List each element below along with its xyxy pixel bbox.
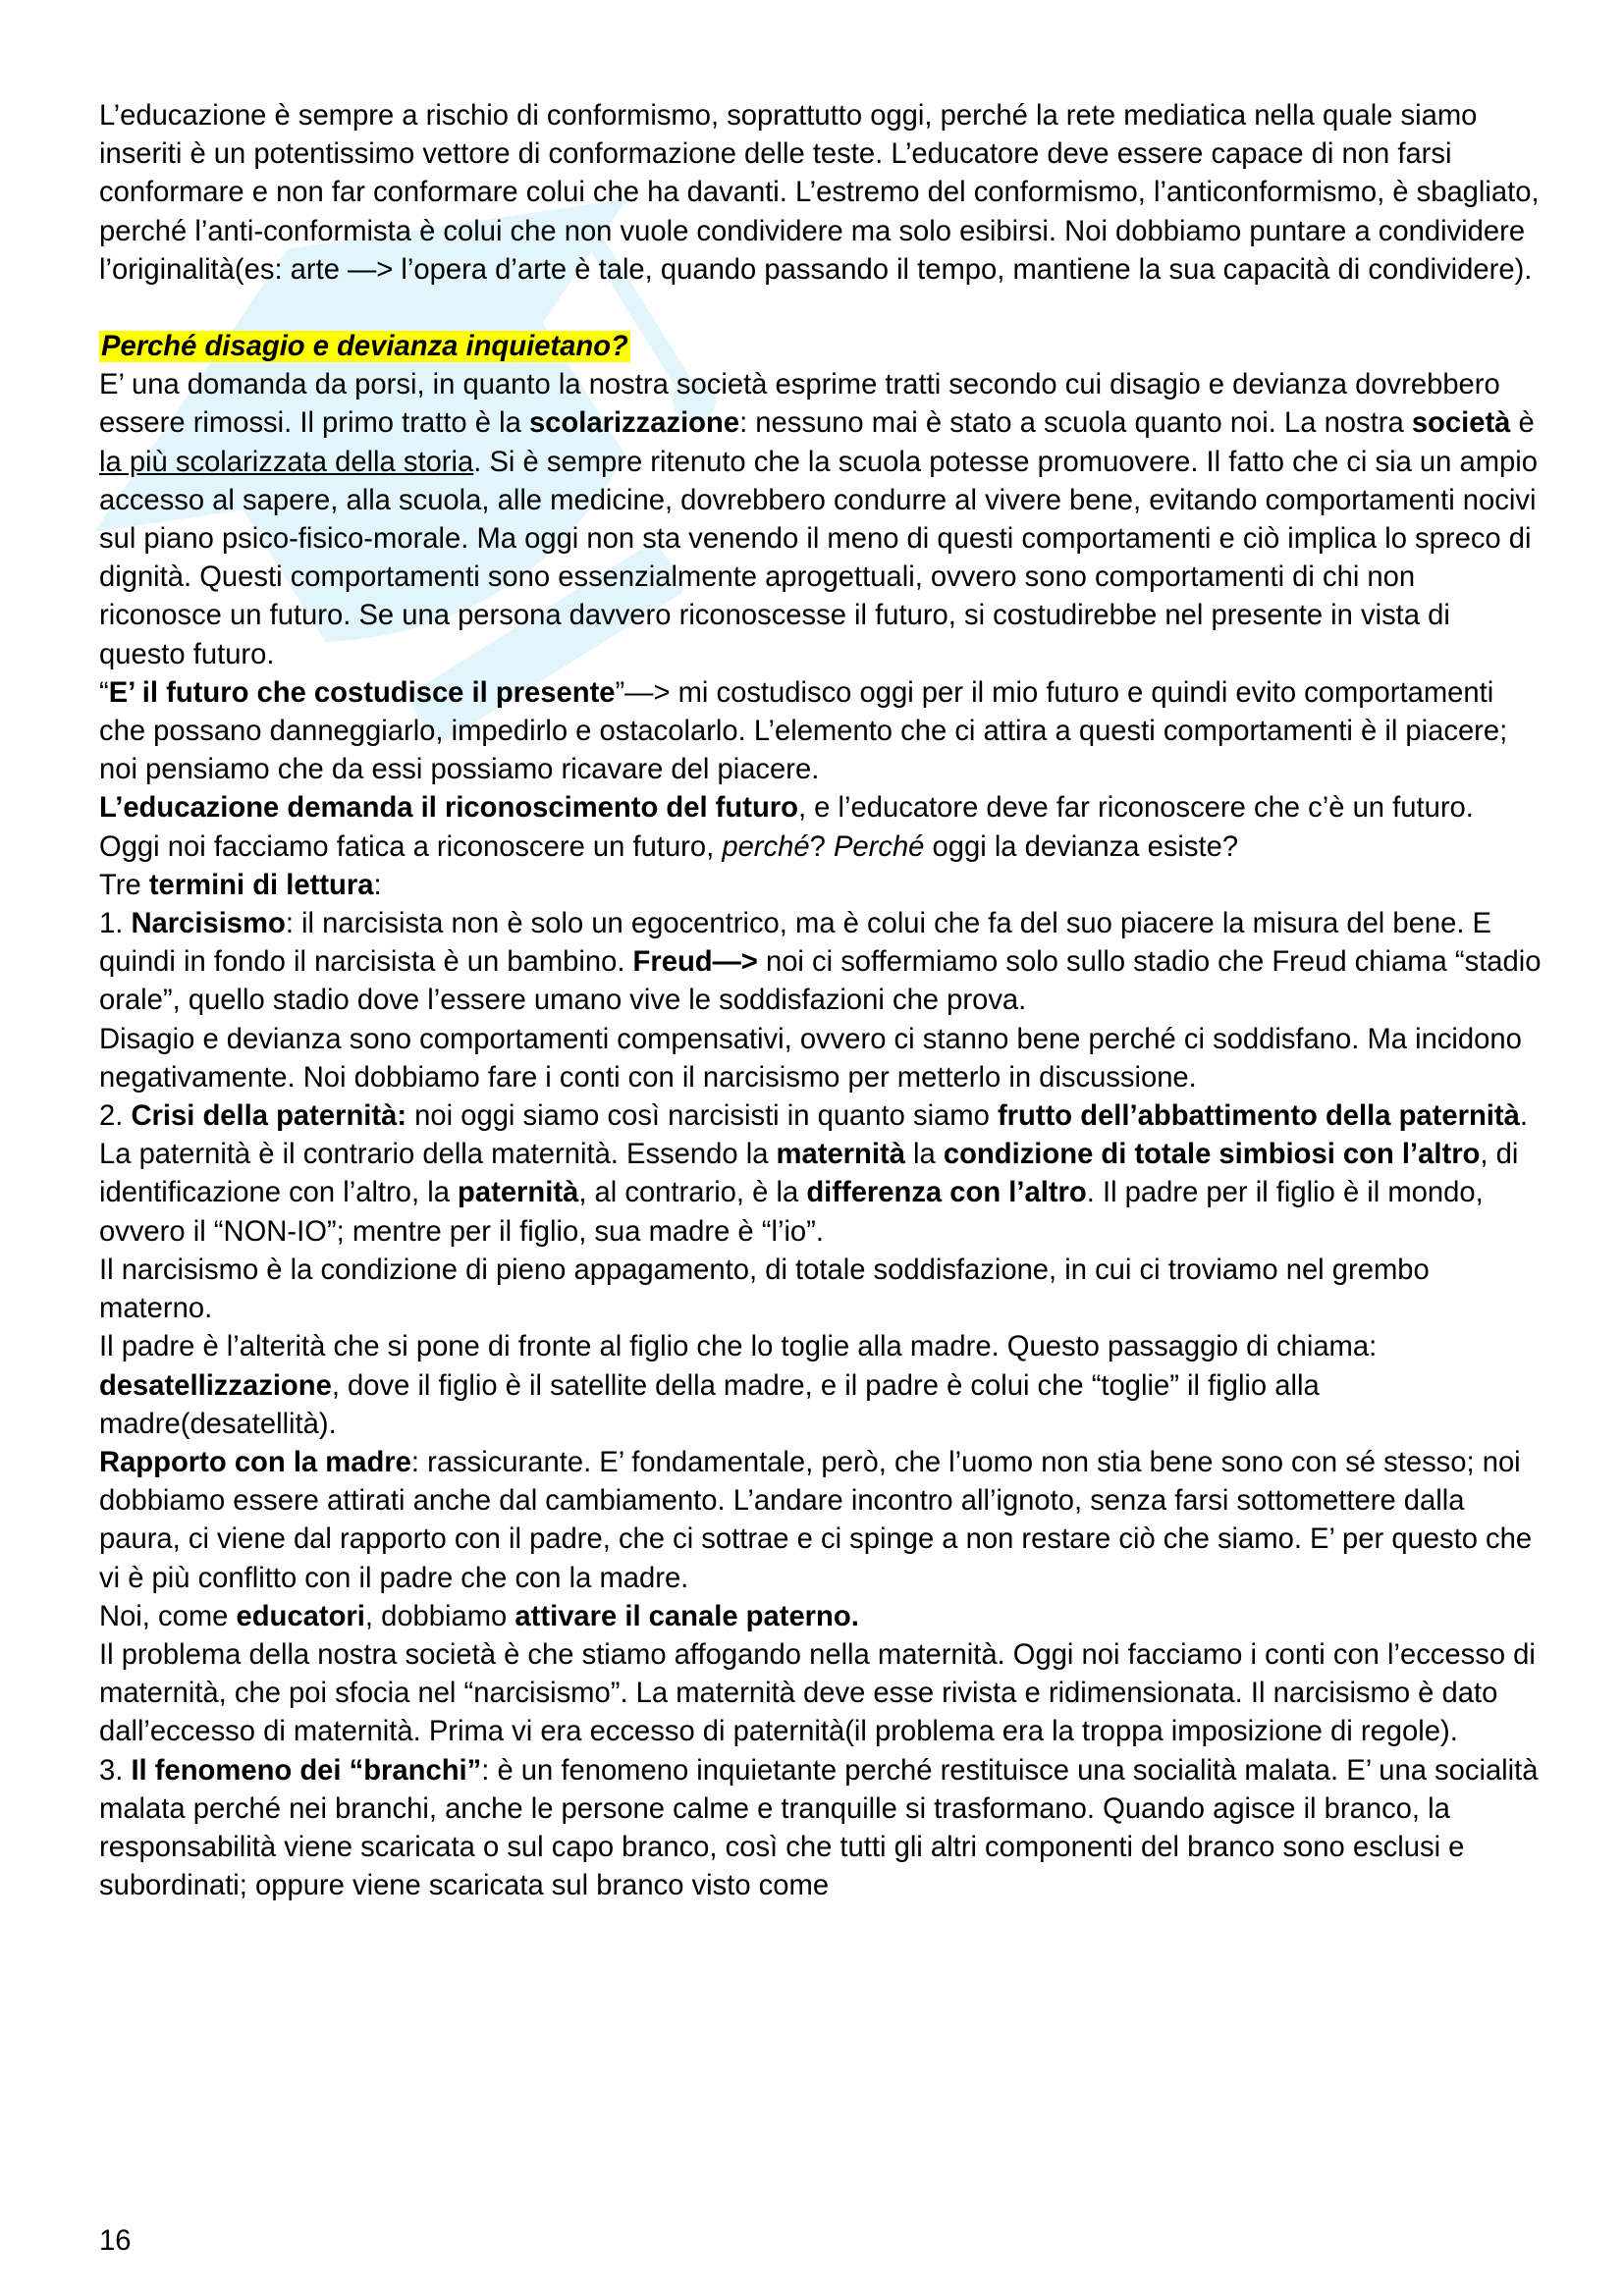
highlighted-heading: Perché disagio e devianza inquietano? xyxy=(101,331,628,363)
paragraph-grembo: Il narcisismo è la condizione di pieno appagamento, di totale soddisfazione, in cui ci troviamo nel grembo materno. xyxy=(99,1254,1430,1325)
paragraph-desatellizzazione: Il padre è l’alterità che si pone di fronte al figlio che lo toglie alla madre. Questo passaggio di chiama: desatellizzazione, dove il figlio è il satellite della madre, e il padre è colui che “toglie” il figlio alla madre(desatellità). xyxy=(99,1331,1378,1440)
list-item-branchi: 3. Il fenomeno dei “branchi”: è un fenomeno inquietante perché restituisce una socialità malata. E’ una socialità malata perché nei branchi, anche le persone calme e tranquille si trasformano. Quando agisce il branco, la responsabilità viene scaricata o sul capo branco, così che tutti gli altri componenti del branco sono esclusi e subordinati; oppure viene scaricata sul branco visto come xyxy=(99,1754,1539,1902)
list-item-paternita: 2. Crisi della paternità: noi oggi siamo così narcisisti in quanto siamo frutto dell’abbattimento della paternità. La paternità è il contrario della maternità. Essendo la maternità la condizione di totale simbiosi con l’altro, di identificazione con l’altro, la paternità, al contrario, è la differenza con l’altro. Il padre per il figlio è il mondo, ovvero il “NON-IO”; mentre per il figlio, sua madre è “l’io”. xyxy=(99,1100,1528,1248)
paragraph-scolarizzazione: E’ una domanda da porsi, in quanto la nostra società esprime tratti secondo cui disagio e devianza dovrebbero essere rimossi. Il primo tratto è la scolarizzazione: nessuno mai è stato a scuola quanto noi. La nostra società è la più scolarizzata della storia. Si è sempre ritenuto che la scuola potesse promuovere. Il fatto che ci sia un ampio accesso al sapere, alla scuola, alle medicine, dovrebbero condurre al vivere bene, evitando comportamenti nocivi sul piano psico-fisico-morale. Ma oggi non sta venendo il meno di questi comportamenti e ciò implica lo spreco di dignità. Questi comportamenti sono essenzialmente aprogettuali, ovvero sono comportamenti di chi non riconosce un futuro. Se una persona davvero riconoscesse il futuro, si costudirebbe nel presente in vista di questo futuro. xyxy=(99,369,1538,670)
paragraph-gap xyxy=(99,290,1543,328)
paragraph-educazione-futuro: L’educazione demanda il riconoscimento del futuro, e l’educatore deve far riconoscere che c’è un futuro. xyxy=(99,792,1474,825)
paragraph-rapporto-madre: Rapporto con la madre: rassicurante. E’ fondamentale, però, che l’uomo non stia bene sono con sé stesso; noi dobbiamo essere attirati anche dal cambiamento. L’andare incontro all’ignoto, senza farsi sottomettere dalla paura, ci viene dal rapporto con il padre, che ci sottrae e ci spinge a non restare ciò che siamo. E’ per questo che vi è più conflitto con il padre che con la madre. xyxy=(99,1446,1533,1594)
page-number: 16 xyxy=(99,2225,132,2257)
paragraph-termini: Tre termini di lettura: xyxy=(99,869,382,901)
paragraph-perche: Oggi noi facciamo fatica a riconoscere un futuro, perché? Perché oggi la devianza esiste? xyxy=(99,830,1239,863)
underlined-phrase: la più scolarizzata della storia xyxy=(99,446,474,478)
paragraph-maternita-eccesso: Il problema della nostra società è che stiamo affogando nella maternità. Oggi noi facciamo i conti con l’eccesso di maternità, che poi sfocia nel “narcisismo”. La maternità deve esse rivista e ridimensionata. Il narcisismo è dato dall’eccesso di maternità. Prima vi era eccesso di paternità(il problema era la troppa imposizione di regole). xyxy=(99,1638,1536,1748)
body-text xyxy=(99,97,1543,1905)
section-heading xyxy=(99,328,1543,366)
list-item-narcisismo: 1. Narcisismo: il narcisista non è solo un egocentrico, ma è colui che fa del suo piacere la misura del bene. E quindi in fondo il narcisista è un bambino. Freud—> noi ci soffermiamo solo sullo stadio che Freud chiama “stadio orale”, quello stadio dove l’essere umano vive le soddisfazioni che prova. xyxy=(99,908,1542,1017)
paragraph-educatori: Noi, come educatori, dobbiamo attivare il canale paterno. xyxy=(99,1600,859,1632)
paragraph-compensativi: Disagio e devianza sono comportamenti compensativi, ovvero ci stanno bene perché ci soddisfano. Ma incidono negativamente. Noi dobbiamo fare i conti con il narcisismo per metterlo in discussione. xyxy=(99,1023,1522,1094)
paragraph-intro: L’educazione è sempre a rischio di conformismo, soprattutto oggi, perché la rete mediatica nella quale siamo inseriti è un potentissimo vettore di conformazione delle teste. L’educatore deve essere capace di non farsi conformare e non far conformare colui che ha davanti. L’estremo del conformismo, l’anticonformismo, è sbagliato, perché l’anti-conformista è colui che non vuole condividere ma solo esibirsi. Noi dobbiamo puntare a condividere l’originalità(es: arte —> l’opera d’arte è tale, quando passando il tempo, mantiene la sua capacità di condividere). xyxy=(99,100,1540,286)
paragraph-futuro-quote: “E’ il futuro che costudisce il presente”—> mi costudisco oggi per il mio futuro e quindi evito comportamenti che possano danneggiarlo, impedirlo e ostacolarlo. L’elemento che ci attira a questi comportamenti è il piacere; noi pensiamo che da essi possiamo ricavare del piacere. xyxy=(99,676,1508,786)
